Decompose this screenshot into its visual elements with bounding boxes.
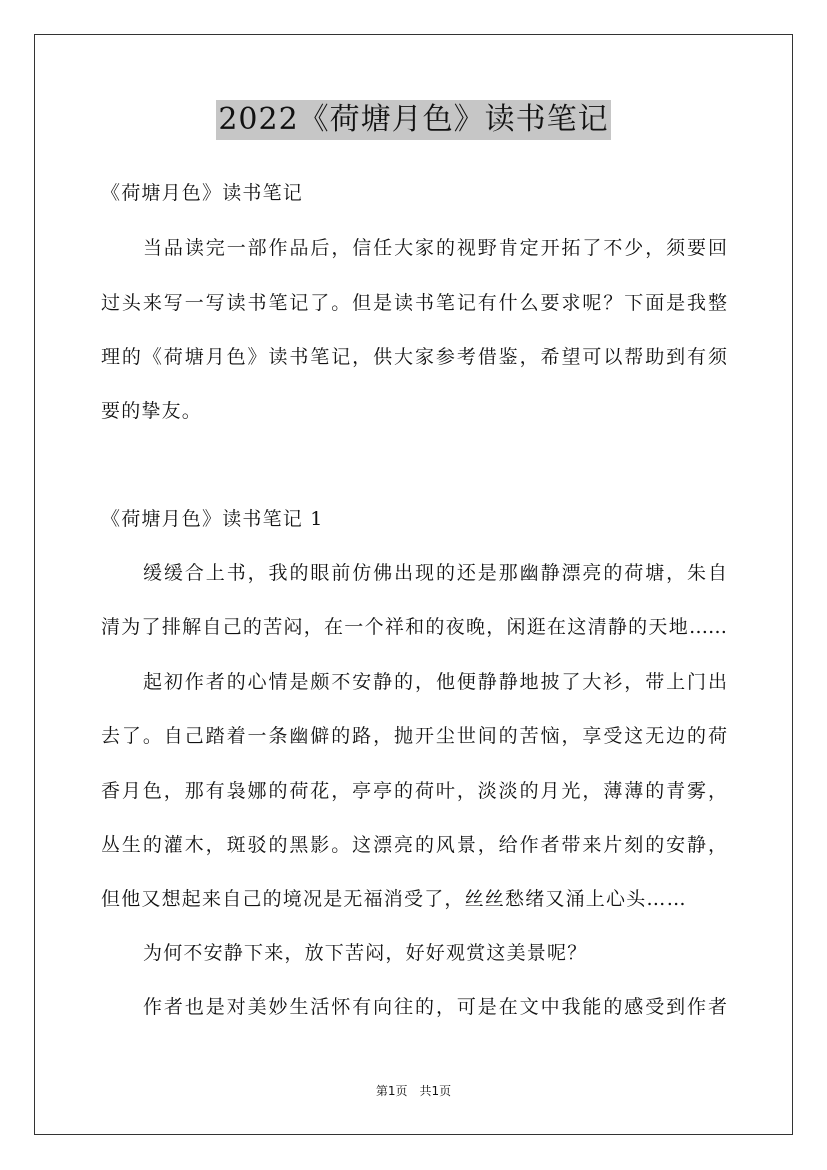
- paragraph-line: 去了。自己踏着一条幽僻的路，抛开尘世间的苦恼，享受这无边的荷: [101, 725, 727, 747]
- paragraph-line: 起初作者的心情是颇不安静的，他便静静地披了大衫，带上门出: [143, 671, 727, 693]
- paragraph-line: 理的《荷塘月色》读书笔记，供大家参考借鉴，希望可以帮助到有须: [101, 346, 727, 368]
- title-block: [0, 100, 827, 140]
- paragraph-line: 当品读完一部作品后，信任大家的视野肯定开拓了不少，须要回: [143, 237, 727, 259]
- paragraph-line: 为何不安静下来，放下苦闷，好好观赏这美景呢？: [143, 942, 588, 964]
- paragraph-line: 缓缓合上书，我的眼前仿佛出现的还是那幽静漂亮的荷塘，朱自: [143, 562, 727, 584]
- page-number-footer: 第1页 共1页: [375, 1084, 452, 1098]
- paragraph-line: 作者也是对美妙生活怀有向往的，可是在文中我能的感受到作者: [143, 996, 727, 1018]
- document-title: 2022《荷塘月色》读书笔记: [216, 100, 610, 140]
- paragraph-line: 过头来写一写读书笔记了。但是读书笔记有什么要求呢？下面是我整: [101, 292, 727, 314]
- section-heading: 《荷塘月色》读书笔记 1: [101, 508, 324, 530]
- intro-heading: 《荷塘月色》读书笔记: [101, 182, 304, 204]
- paragraph-line: 清为了排解自己的苦闷，在一个祥和的夜晚，闲逛在这清静的天地……: [101, 616, 727, 638]
- paragraph-line: 香月色，那有袅娜的荷花，亭亭的荷叶，淡淡的月光，薄薄的青雾，: [101, 780, 727, 802]
- paragraph-line: 要的挚友。: [101, 400, 203, 422]
- paragraph-line: 但他又想起来自己的境况是无福消受了，丝丝愁绪又涌上心头……: [101, 888, 687, 910]
- paragraph-line: 丛生的灌木，斑驳的黑影。这漂亮的风景，给作者带来片刻的安静，: [101, 834, 727, 856]
